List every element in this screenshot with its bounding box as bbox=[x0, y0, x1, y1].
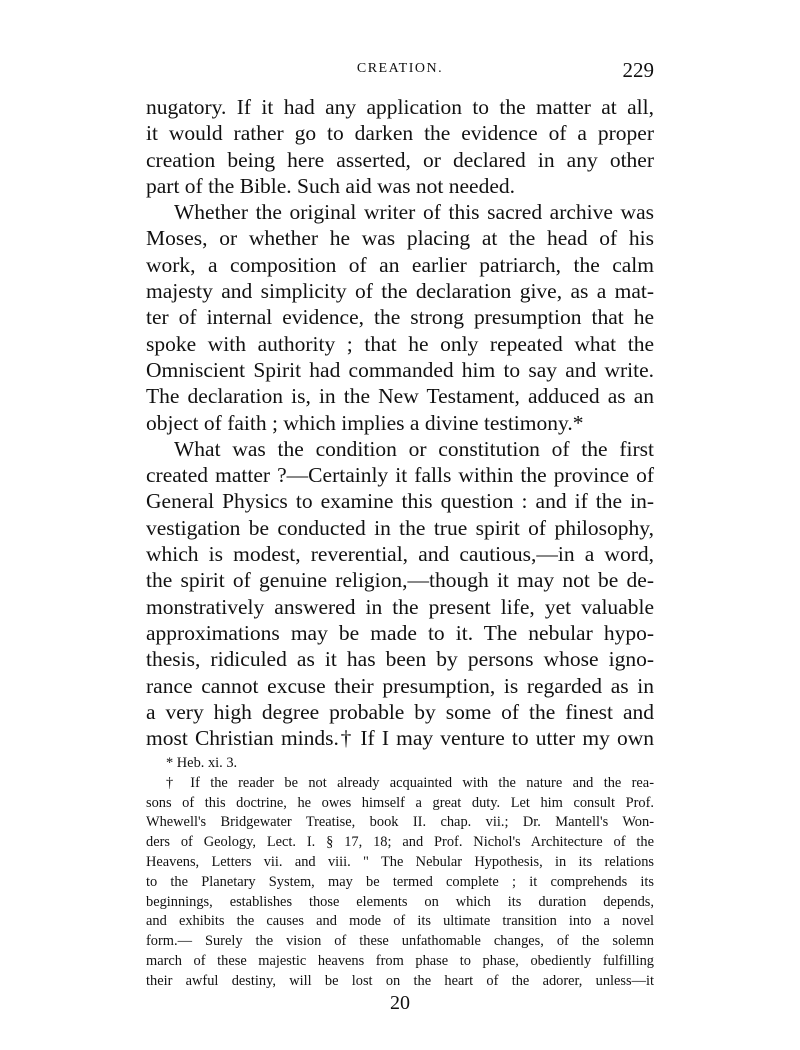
footnote-line: † If the reader be not already acquainted with the nature and the rea- bbox=[166, 774, 654, 791]
footnote-line: Heavens, Letters vii. and viii. " The Nebular Hypothesis, in its relations bbox=[146, 853, 654, 870]
body-line: it would rather go to darken the evidence of a proper bbox=[146, 121, 654, 146]
body-line: monstratively answered in the present life, yet valuable bbox=[146, 594, 654, 619]
footnote-line: * Heb. xi. 3. bbox=[166, 755, 238, 771]
body-line: General Physics to examine this question : and if the in- bbox=[146, 489, 654, 514]
body-line: most Christian minds.† If I may venture to utter my own bbox=[146, 726, 654, 751]
footnote-line: sons of this doctrine, he owes himself a great duty. Let him consult Prof. bbox=[146, 794, 654, 811]
body-line: rance cannot excuse their presumption, is regarded as in bbox=[146, 673, 654, 698]
body-line: nugatory. If it had any application to the matter at all, bbox=[146, 95, 654, 119]
body-line: ter of internal evidence, the strong presumption that he bbox=[146, 305, 654, 330]
body-line: work, a composition of an earlier patriarch, the calm bbox=[146, 252, 654, 277]
paragraph-start-line: What was the condition or constitution of the first bbox=[174, 436, 654, 461]
paragraph-start-line: Whether the original writer of this sacred archive was bbox=[174, 200, 654, 225]
signature-mark: 20 bbox=[390, 992, 410, 1014]
body-line: part of the Bible. Such aid was not needed. bbox=[146, 173, 515, 198]
body-line: a very high degree probable by some of the finest and bbox=[146, 699, 654, 724]
running-title: CREATION. bbox=[356, 61, 444, 76]
body-line: the spirit of genuine religion,—though it may not be de- bbox=[146, 568, 654, 593]
footnote-line: Whewell's Bridgewater Treatise, book II. chap. vii.; Dr. Mantell's Won- bbox=[146, 814, 654, 831]
body-line: Moses, or whether he was placing at the head of his bbox=[146, 226, 654, 251]
footnote-line: form.— Surely the vision of these unfathomable changes, of the solemn bbox=[146, 933, 654, 950]
footnotes bbox=[146, 754, 654, 992]
body-line: majesty and simplicity of the declaration give, as a mat- bbox=[146, 279, 654, 304]
body-line: spoke with authority ; that he only repeated what the bbox=[146, 331, 654, 356]
footnote-line: and exhibits the causes and mode of its ultimate transition into a novel bbox=[146, 913, 654, 930]
footnote-line: ders of Geology, Lect. I. § 17, 18; and Prof. Nichol's Architecture of the bbox=[146, 834, 654, 851]
body-line: approximations may be made to it. The nebular hypo- bbox=[146, 620, 654, 645]
footnote-line: their awful destiny, will be lost on the heart of the adorer, unless—it bbox=[146, 972, 654, 989]
body-line: created matter ?—Certainly it falls within the province of bbox=[146, 463, 654, 488]
footnote-line: to the Planetary System, may be termed complete ; it comprehends its bbox=[146, 873, 654, 890]
body-line: The declaration is, in the New Testament, adduced as an bbox=[146, 384, 654, 409]
footnote-line: march of these majestic heavens from phase to phase, obediently fulfilling bbox=[146, 952, 654, 969]
body-line: Omniscient Spirit had commanded him to say and write. bbox=[146, 357, 654, 382]
body-line: thesis, ridiculed as it has been by persons whose igno- bbox=[146, 647, 654, 672]
body-line: object of faith ; which implies a divine testimony.* bbox=[146, 410, 584, 435]
body-line: creation being here asserted, or declared in any other bbox=[146, 147, 654, 172]
page-number: 229 bbox=[622, 58, 654, 82]
footnote-line: beginnings, establishes those elements on which its duration depends, bbox=[146, 893, 654, 910]
running-head bbox=[146, 58, 654, 80]
body-text bbox=[146, 94, 654, 751]
body-line: vestigation be conducted in the true spirit of philosophy, bbox=[146, 515, 654, 540]
body-line: which is modest, reverential, and cautious,—in a word, bbox=[146, 542, 654, 567]
